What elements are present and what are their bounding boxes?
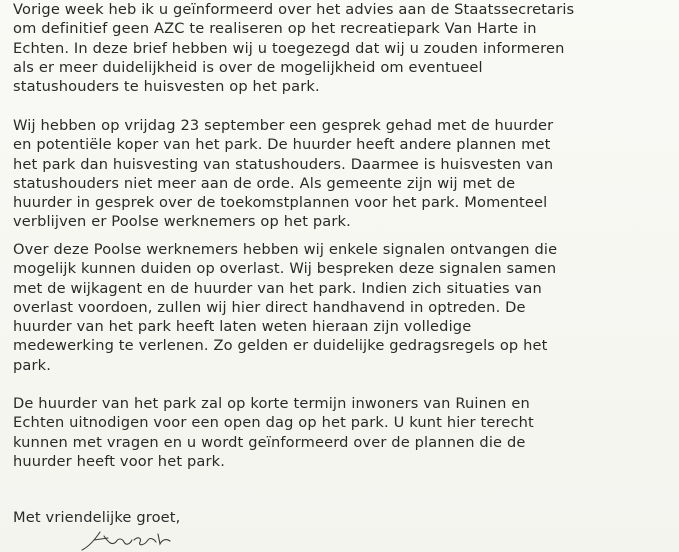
- text-line: huurder van het park heeft laten weten hieraan zijn volledige: [13, 318, 472, 336]
- text-line: Vorige week heb ik u geïnformeerd over het advies aan de Staatssecretaris: [13, 1, 575, 18]
- text-line: Over deze Poolse werknemers hebben wij enkele signalen ontvangen die: [13, 241, 558, 258]
- paragraph-2: [13, 116, 553, 232]
- signature-icon: [78, 528, 188, 552]
- text-line: huurder heeft voor het park.: [13, 452, 226, 470]
- text-line: kunnen met vragen en u wordt geïnformeerd over de plannen die de: [13, 433, 526, 451]
- text-line: Echten uitnodigen voor een open dag op het park. U kunt hier terecht: [13, 414, 534, 432]
- text-line: De huurder van het park zal op korte termijn inwoners van Ruinen en: [13, 395, 530, 412]
- paragraph-4: [13, 394, 534, 471]
- text-line: overlast voordoen, zullen wij hier direct handhavend in optreden. De: [13, 298, 526, 316]
- text-line: met de wijkagent en de huurder van het park. Indien zich situaties van: [13, 279, 542, 297]
- text-line: mogelijk kunnen duiden op overlast. Wij bespreken deze signalen samen: [13, 260, 557, 278]
- text-line: park.: [13, 356, 52, 374]
- text-line: statushouders niet meer aan de orde. Als gemeente zijn wij met de: [13, 174, 516, 192]
- text-line: Echten. In deze brief hebben wij u toegezegd dat wij u zouden informeren: [13, 39, 565, 57]
- text-line: Wij hebben op vrijdag 23 september een gesprek gehad met de huurder: [13, 117, 554, 134]
- text-line: huurder in gesprek over de toekomstplannen voor het park. Momenteel: [13, 194, 548, 212]
- closing-greeting: Met vriendelijke groet,: [13, 509, 181, 526]
- text-line: statushouders te huisvesten op het park.: [13, 78, 320, 96]
- paragraph-1: [13, 0, 574, 96]
- text-line: als er meer duidelijkheid is over de mogelijkheid om eventueel: [13, 58, 483, 76]
- text-line: om definitief geen AZC te realiseren op het recreatiepark Van Harte in: [13, 20, 537, 38]
- paragraph-3: [13, 240, 557, 375]
- text-line: medewerking te verlenen. Zo gelden er duidelijke gedragsregels op het: [13, 337, 548, 355]
- text-line: verblijven er Poolse werknemers op het park.: [13, 213, 351, 231]
- text-line: en potentiële koper van het park. De huurder heeft andere plannen met: [13, 136, 551, 154]
- text-line: het park dan huisvesting van statushouders. Daarmee is huisvesten van: [13, 155, 554, 173]
